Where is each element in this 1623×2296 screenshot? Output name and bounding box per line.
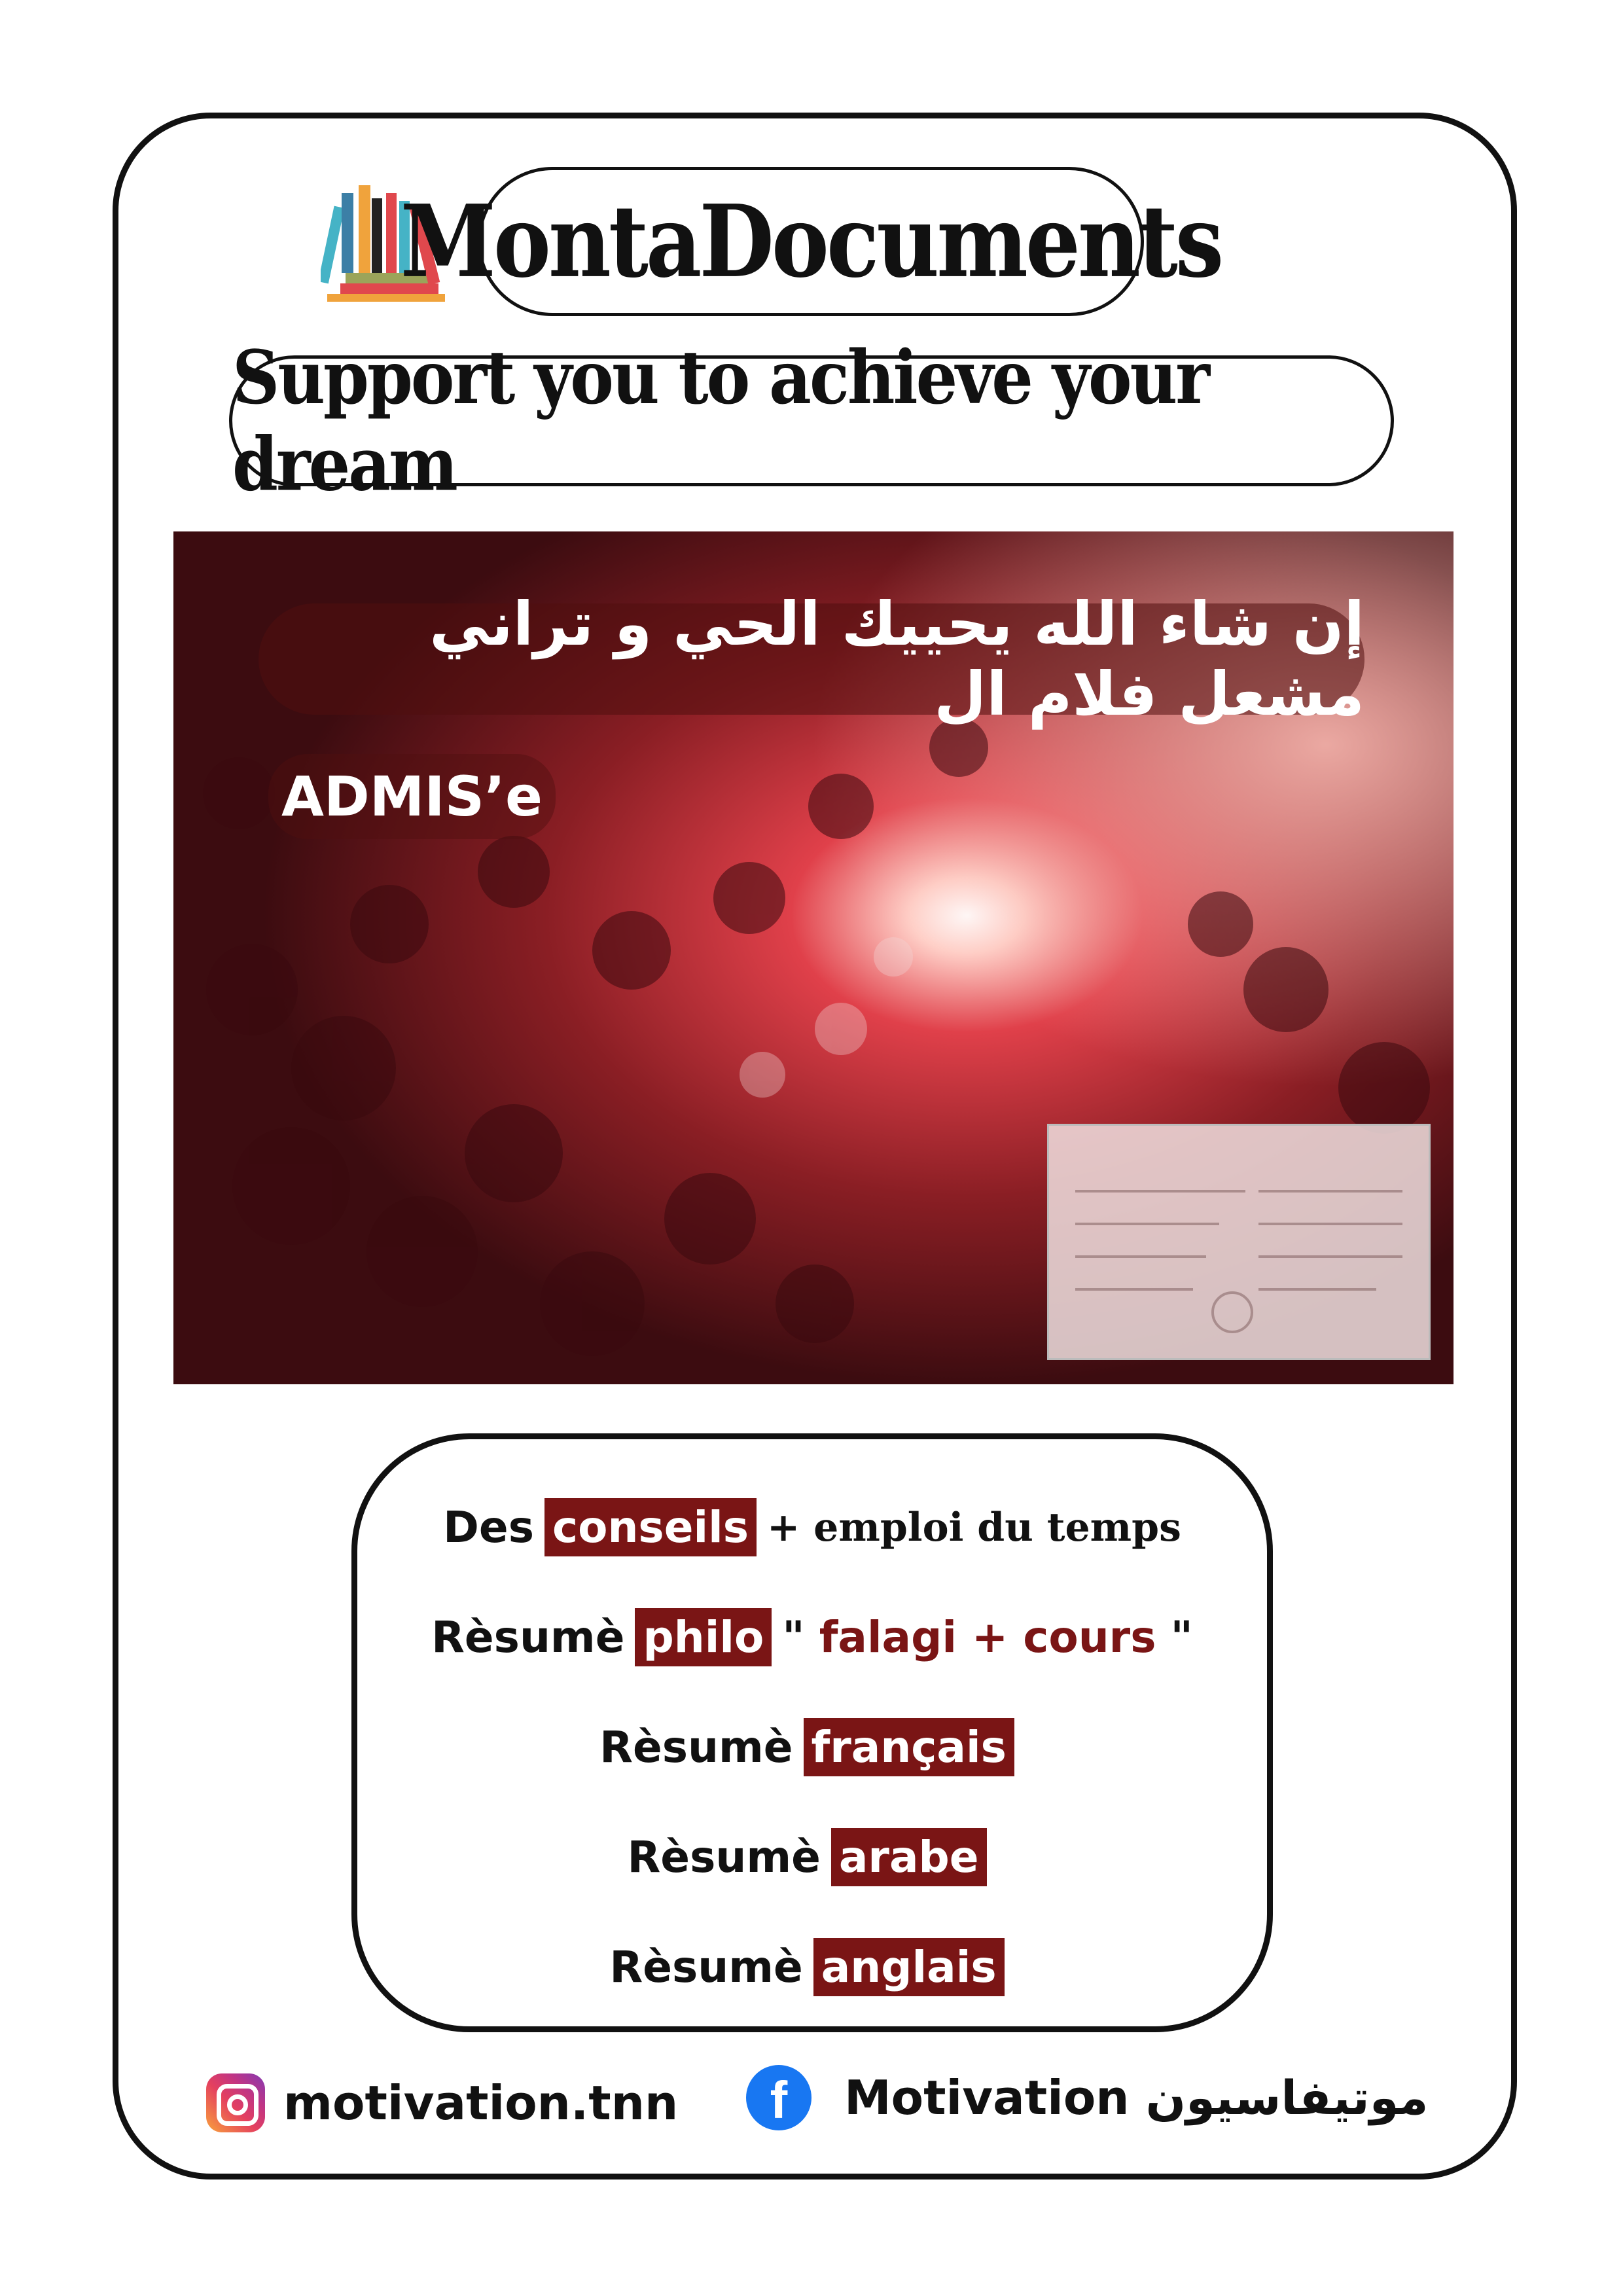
offer-highlight: anglais [813, 1938, 1005, 1996]
offer-line-2 [357, 1608, 1267, 1666]
admis-badge [268, 754, 556, 839]
offer-prefix: Rèsumè [627, 1832, 821, 1882]
quote-open: " [782, 1612, 805, 1662]
celebration-photo [173, 531, 1454, 1384]
instagram-icon [206, 2073, 265, 2132]
offer-suffix: + emploi du temps [767, 1504, 1181, 1551]
quote-close: " [1170, 1612, 1193, 1662]
slogan-pill [229, 334, 1394, 508]
brand-title: MontaDocuments [400, 183, 1222, 300]
facebook-name: Motivation موتيفاسيون [844, 2070, 1429, 2125]
slogan-text: Support you to achieve your dream [232, 334, 1208, 508]
offer-line-3 [357, 1718, 1267, 1776]
admis-text: ADMIS’e [281, 764, 543, 829]
facebook-icon: f [746, 2065, 812, 2130]
brand-pill [400, 167, 1222, 316]
instagram-handle: motivation.tnn [283, 2075, 679, 2130]
offer-highlight: arabe [831, 1828, 987, 1886]
offer-prefix: Rèsumè [609, 1942, 803, 1992]
offer-highlight: philo [635, 1608, 772, 1666]
diploma-lines [1049, 1126, 1429, 1358]
offer-line-5 [357, 1938, 1267, 1996]
facebook-link[interactable] [746, 2065, 1428, 2130]
arabic-caption: إن شاء الله يحييك الحي و تراني مشعل فلام ال [429, 589, 1364, 729]
offers-box [351, 1433, 1273, 2032]
diploma-image [1047, 1124, 1431, 1360]
offer-prefix: Rèsumè [431, 1612, 625, 1662]
offer-highlight: français [804, 1718, 1014, 1776]
offer-suffix-red: falagi + cours [819, 1612, 1156, 1662]
arabic-caption-pill [259, 589, 1364, 729]
offer-highlight: conseils [544, 1498, 757, 1556]
offer-line-1 [357, 1498, 1267, 1556]
instagram-link[interactable] [206, 2073, 678, 2132]
offer-line-4 [357, 1828, 1267, 1886]
offer-prefix: Rèsumè [599, 1722, 793, 1772]
offer-prefix: Des [443, 1502, 534, 1552]
